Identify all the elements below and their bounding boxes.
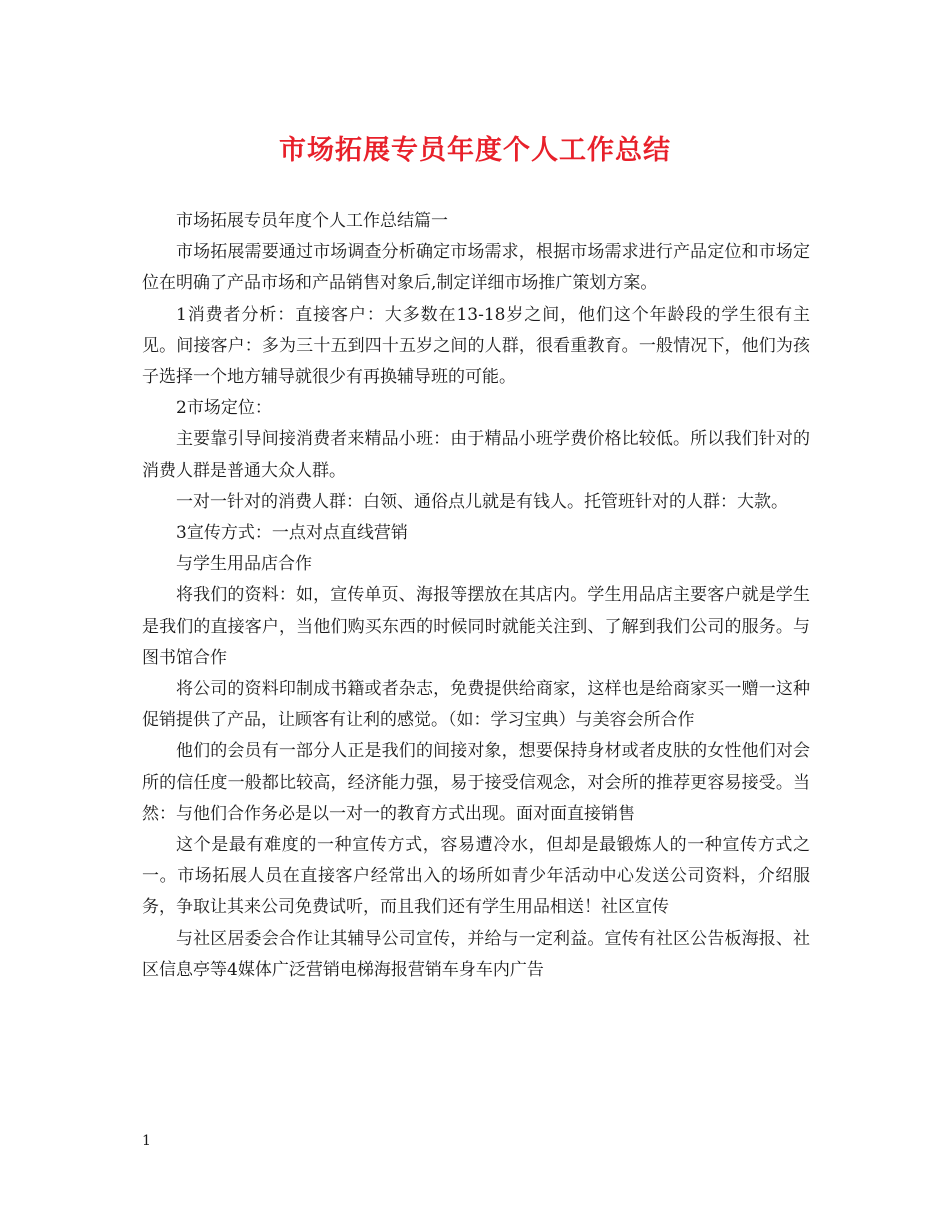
paragraph-one-on-one-target: 一对一针对的消费人群：白领、通俗点儿就是有钱人。托管班针对的人群：大款。 <box>176 491 788 512</box>
paragraph-promotion-method: 3宣传方式：一点对点直线营销 <box>176 523 408 544</box>
paragraph-section-heading: 市场拓展专员年度个人工作总结篇一 <box>176 211 448 231</box>
page-number: 1 <box>142 1133 151 1149</box>
paragraph-direct-sales: 这个是最有难度的一种宣传方式，容易遭冷水，但却是最锻炼人的一种宣传方式之一。市场拓展人员在直接客户经常出入的场所如青少年活动中心发送公司资料，介绍服务，争取让其来公司免费试听，而且我们还有学生用品相送！社区宣传 <box>142 835 810 918</box>
document-title: 市场拓展专员年度个人工作总结 <box>279 135 671 166</box>
paragraph-beauty-club: 他们的会员有一部分人正是我们的间接对象，想要保持身材或者皮肤的女性他们对会所的信任度一般都比较高，经济能力强，易于接受信观念，对会所的推荐更容易接受。当然：与他们合作务必是以一对一的教育方式出现。面对面直接销售 <box>142 741 810 824</box>
paragraph-market-positioning-heading: 2市场定位： <box>176 398 272 419</box>
paragraph-stationery-store: 与学生用品店合作 <box>176 554 312 575</box>
paragraph-small-class-target: 主要靠引导间接消费者来精品小班：由于精品小班学费价格比较低。所以我们针对的消费人群是普通大众人群。 <box>142 429 810 481</box>
paragraph-library-cooperation: 将公司的资料印制成书籍或者杂志，免费提供给商家，这样也是给商家买一赠一这种促销提供了产品，让顾客有让利的感觉。（如：学习宝典）与美容会所合作 <box>142 679 810 731</box>
document-body <box>142 206 810 986</box>
paragraph-intro: 市场拓展需要通过市场调查分析确定市场需求，根据市场需求进行产品定位和市场定位在明确了产品市场和产品销售对象后,制定详细市场推广策划方案。 <box>142 242 810 294</box>
paragraph-store-materials: 将我们的资料：如，宣传单页、海报等摆放在其店内。学生用品店主要客户就是学生是我们的直接客户，当他们购买东西的时候同时就能关注到、了解到我们公司的服务。与图书馆合作 <box>142 585 810 668</box>
paragraph-community: 与社区居委会合作让其辅导公司宣传，并给与一定利益。宣传有社区公告板海报、社区信息亭等4媒体广泛营销电梯海报营销车身车内广告 <box>142 928 810 980</box>
paragraph-consumer-analysis: 1消费者分析：直接客户：大多数在13-18岁之间，他们这个年龄段的学生很有主见。间接客户：多为三十五到四十五岁之间的人群，很看重教育。一般情况下，他们为孩子选择一个地方辅导就很少有再换辅导班的可能。 <box>142 304 810 388</box>
